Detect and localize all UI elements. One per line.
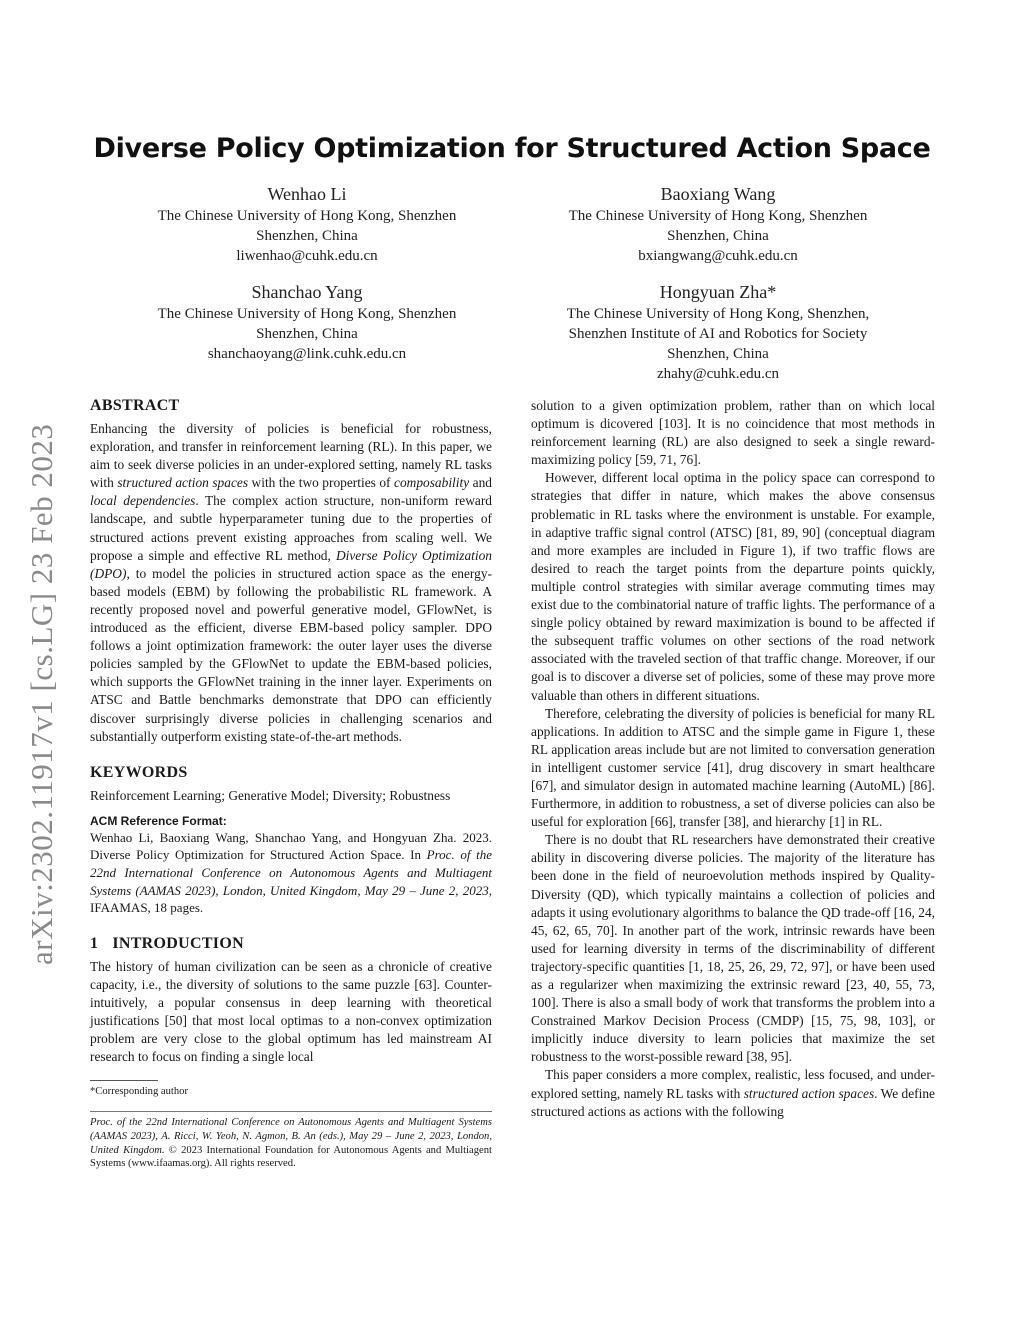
acm-reference-heading: ACM Reference Format: [90, 813, 227, 828]
introduction-heading: 1 INTRODUCTION [90, 934, 244, 952]
right-column [531, 397, 935, 1121]
keywords-heading: KEYWORDS [90, 763, 188, 781]
conference-note: Proc. of the 22nd International Conference on Autonomous Agents and Multiagent Systems (AAMAS 2023), A. Ricci, W. Yeoh, N. Agmon, B. An (eds.), May 29 – June 2, 2023, London, United Kingdom. © 2023 International Foundation for Autonomous Agents and Multiagent Systems (www.ifaamas.org). All rights reserved. [90, 1117, 492, 1170]
introduction-paragraph: Therefore, celebrating the diversity of policies is beneficial for many RL applications. In addition to ATSC and the simple game in Figure 1, these RL application areas include but are not limited to conversation generation in intelligent customer service [41], drug discovery in smart healthcare [67], and simulator design in automated machine learning (AutoML) [86]. Furthermore, in addition to robustness, a set of diverse policies can also be useful for exploration [66], transfer [38], and hierarchy [1] in RL. [531, 705, 935, 830]
introduction-paragraph: solution to a given optimization problem, rather than on which local optimum is dicovered [103]. It is no coincidence that most methods in reinforcement learning (RL) are also designed to seek a single reward-maximizing policy [59, 71, 76]. [531, 398, 935, 468]
author-block [508, 182, 928, 266]
author-affiliation: The Chinese University of Hong Kong, Shenzhen [568, 208, 868, 224]
author-block [97, 182, 517, 266]
footnote-divider [90, 1080, 158, 1081]
author-name: Shanchao Yang [251, 282, 363, 302]
introduction-paragraph: There is no doubt that RL researchers have demonstrated their creative ability in discovering diverse policies. The majority of the literature has been done in the field of neuroevolution methods inspired by Quality-Diversity (QD), which typically maintains a collection of policies and adapts it using evolutionary algorithms to balance the QD trade-off [16, 24, 45, 62, 65, 70]. In another part of the work, intrinsic rewards have been used for learning diversity in terms of the discriminability of different trajectory-specific quantities [1, 18, 25, 26, 29, 72, 97], or have been used as a regularizer when maximizing the extrinsic reward [23, 40, 55, 73, 100]. There is also a small body of work that transforms the problem into a Constrained Markov Decision Process (CMDP) [15, 75, 98, 103], or implicitly induce diversity to learn policies that maximize the set robustness to the worst-possible reward [38, 95]. [531, 832, 935, 1065]
paper-title: Diverse Policy Optimization for Structured Action Space [93, 133, 931, 164]
author-name: Wenhao Li [267, 184, 347, 204]
author-email: shanchaoyang@link.cuhk.edu.cn [207, 346, 407, 362]
author-location: Shenzhen, China [256, 228, 358, 244]
introduction-paragraph: The history of human civilization can be seen as a chronicle of creative capacity, i.e., the diversity of solutions to the same puzzle [63]. Counter-intuitively, a popular consensus in deep learning with theoretical justifications [50] that most local optimas to a non-convex optimization problem are very close to the global optimum has led mainstream AI research to focus on finding a single local [90, 958, 492, 1065]
author-email: liwenhao@cuhk.edu.cn [236, 248, 378, 264]
abstract-text: Enhancing the diversity of policies is beneficial for robustness, exploration, and transfer in reinforcement learning (RL). In this paper, we aim to seek diverse policies in an under-explored setting, namely RL tasks with structured action spaces with the two properties of composability and local dependencies. The complex action structure, non-uniform reward landscape, and subtle hyperparameter tuning due to the properties of structured actions prevent existing approaches from scaling well. We propose a simple and effective RL method, Diverse Policy Optimization (DPO), to model the policies in structured action space as the energy-based models (EBM) by following the probabilistic RL framework. A recently proposed novel and powerful generative model, GFlowNet, is introduced as the efficient, diverse EBM-based policy sampler. DPO follows a joint optimization framework: the outer layer uses the diverse policies sampled by the GFlowNet to update the EBM-based policies, which supports the GFlowNet training in the inner layer. Experiments on ATSC and Battle benchmarks demonstrate that DPO can efficiently discover surprisingly diverse policies in challenging scenarios and substantially outperform existing state-of-the-art methods. [90, 421, 492, 744]
author-affiliation: The Chinese University of Hong Kong, Shenzhen [157, 208, 457, 224]
author-block [508, 280, 928, 384]
acm-reference-text: Wenhao Li, Baoxiang Wang, Shanchao Yang, and Hongyuan Zha. 2023. Diverse Policy Optimization for Structured Action Space. In Proc. of the 22nd International Conference on Autonomous Agents and Multiagent Systems (AAMAS 2023), London, United Kingdom, May 29 – June 2, 2023, IFAAMAS, 18 pages. [90, 829, 492, 916]
author-name: Hongyuan Zha* [659, 282, 777, 302]
abstract-heading: ABSTRACT [90, 397, 180, 414]
keywords-text: Reinforcement Learning; Generative Model; Diversity; Robustness [90, 787, 451, 803]
author-affiliation: The Chinese University of Hong Kong, Shenzhen, [566, 306, 870, 322]
author-email: zhahy@cuhk.edu.cn [656, 366, 780, 382]
introduction-paragraph: This paper considers a more complex, realistic, less focused, and under-explored setting, namely RL tasks with structured action spaces. We define structured actions as actions with the following [531, 1067, 935, 1119]
author-affiliation: The Chinese University of Hong Kong, Shenzhen [157, 306, 457, 322]
author-location: Shenzhen, China [256, 326, 358, 342]
author-location: Shenzhen, China [667, 346, 769, 362]
introduction-paragraph: However, different local optima in the policy space can correspond to strategies that differ in nature, which makes the above consensus problematic in RL tasks where the environment is unstable. For example, in adaptive traffic signal control (ATSC) [81, 89, 90] (conceptual diagram and more examples are included in Figure 1), if two traffic flows are desired to reach the target points from the departure points quickly, multiple control strategies with similar average commuting times may exist due to the combinatorial nature of traffic lights. The performance of a single policy obtained by reward maximization is bound to be affected if the subsequent traffic volumes on other sections of the road network associated with the traveled section of that traffic change. Moreover, if our goal is to discover a diverse set of policies, some of these may prove more valuable than others in different situations. [531, 470, 935, 703]
author-affiliation: Shenzhen Institute of AI and Robotics for Society [568, 326, 868, 342]
conference-note-divider [90, 1111, 492, 1112]
author-block [97, 280, 517, 364]
corresponding-author-footnote: *Corresponding author [90, 1086, 188, 1098]
left-column [90, 395, 492, 1171]
author-email: bxiangwang@cuhk.edu.cn [638, 248, 798, 264]
author-location: Shenzhen, China [667, 228, 769, 244]
arxiv-identifier-stamp: arXiv:2302.11917v1 [cs.LG] 23 Feb 2023 [24, 423, 59, 965]
author-name: Baoxiang Wang [660, 184, 776, 204]
